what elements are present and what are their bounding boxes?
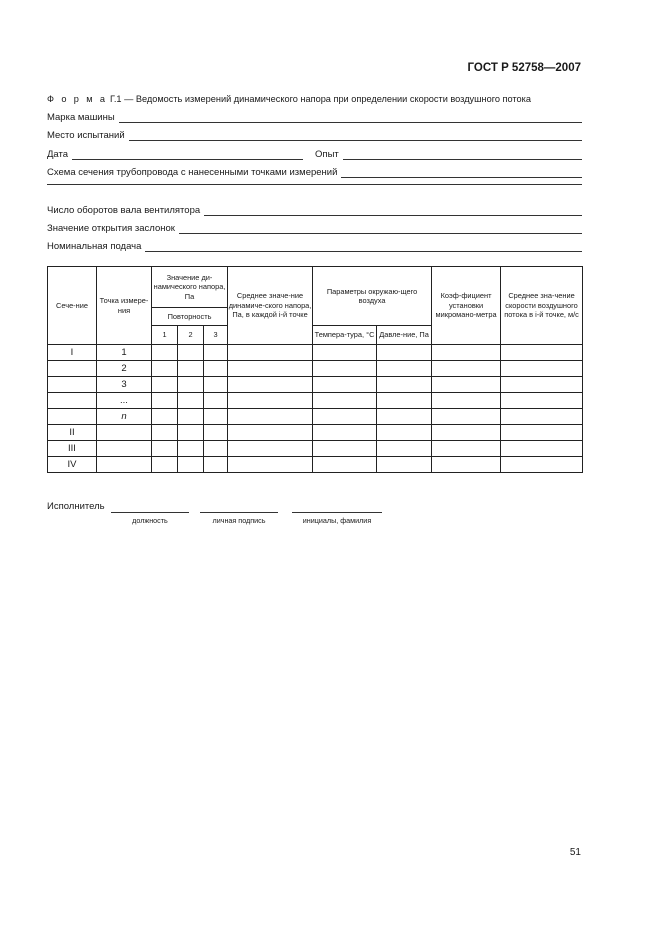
col-temperature-header: Темпера-тура, °С	[313, 326, 377, 345]
col-air-pressure-header: Давле-ние, Па	[377, 326, 432, 345]
pipe-scheme-line[interactable]	[341, 167, 582, 178]
row-section	[48, 361, 97, 377]
table-row	[48, 393, 583, 409]
test-place-line[interactable]	[129, 130, 582, 141]
date-line[interactable]	[72, 149, 303, 160]
row-point	[97, 457, 152, 473]
row-point	[97, 441, 152, 457]
page-number: 51	[569, 847, 581, 858]
position-line[interactable]	[111, 512, 189, 513]
col-rep-2-header: 2	[178, 326, 204, 345]
date-label: Дата	[47, 149, 69, 160]
row-section: IV	[48, 457, 97, 473]
nominal-feed-line[interactable]	[145, 241, 582, 252]
col-dynamic-pressure-header: Значение ди-намического напора, Па	[152, 267, 228, 308]
form-title-text: Г.1 — Ведомость измерений динамического напора при определении скорости воздушного потока	[107, 94, 531, 104]
row-point: 3	[97, 377, 152, 393]
signature-caption: личная подпись	[212, 516, 266, 525]
row-section	[48, 393, 97, 409]
measurement-table	[47, 266, 583, 473]
table-row	[48, 425, 583, 441]
table-row	[48, 345, 583, 361]
row-section: II	[48, 425, 97, 441]
table-row	[48, 361, 583, 377]
row-point: 2	[97, 361, 152, 377]
date-experiment-row	[47, 147, 582, 160]
test-place-label: Место испытаний	[47, 130, 125, 141]
table-row	[48, 409, 583, 425]
table-row	[48, 457, 583, 473]
row-point: n	[97, 409, 152, 425]
col-point-header: Точка измере-ния	[97, 267, 152, 345]
col-section-header: Сече-ние	[48, 267, 97, 345]
nominal-feed-field[interactable]	[47, 239, 582, 252]
row-section	[48, 409, 97, 425]
col-rep-1-header: 1	[152, 326, 178, 345]
signature-line[interactable]	[200, 512, 278, 513]
pipe-scheme-field[interactable]	[47, 165, 582, 178]
table-row	[48, 377, 583, 393]
col-ambient-header: Параметры окружаю-щего воздуха	[313, 267, 432, 326]
nominal-feed-label: Номинальная подача	[47, 241, 142, 252]
row-point: 1	[97, 345, 152, 361]
standard-number: ГОСТ Р 52758—2007	[467, 62, 581, 74]
experiment-label: Опыт	[315, 149, 339, 160]
name-caption: инициалы, фамилия	[302, 516, 372, 525]
executor-label: Исполнитель	[47, 501, 105, 512]
form-title	[47, 94, 531, 104]
row-section: I	[48, 345, 97, 361]
damper-opening-label: Значение открытия заслонок	[47, 223, 175, 234]
col-avg-velocity-header: Среднее зна-чение скорости воздушного потока в i-й точке, м/с	[501, 267, 583, 345]
test-place-field[interactable]	[47, 128, 582, 141]
machine-brand-line[interactable]	[119, 112, 582, 123]
col-repeatability-header: Повторность	[152, 308, 228, 326]
pipe-scheme-label: Схема сечения трубопровода с нанесенными точками измерений	[47, 167, 338, 178]
pipe-scheme-extra-line[interactable]	[47, 184, 582, 185]
col-avg-pressure-header: Среднее значе-ние динамиче-ского напора, Па, в каждой i-й точке	[228, 267, 313, 345]
damper-opening-field[interactable]	[47, 221, 582, 234]
machine-brand-label: Марка машины	[47, 112, 115, 123]
row-section: III	[48, 441, 97, 457]
form-title-prefix: Ф о р м а	[47, 94, 108, 104]
experiment-line[interactable]	[343, 149, 582, 160]
fan-speed-label: Число оборотов вала вентилятора	[47, 205, 201, 216]
machine-brand-field[interactable]	[47, 110, 582, 123]
row-section	[48, 377, 97, 393]
col-rep-3-header: 3	[204, 326, 228, 345]
row-point: ...	[97, 393, 152, 409]
fan-speed-line[interactable]	[204, 205, 582, 216]
position-caption: должность	[132, 516, 168, 525]
damper-opening-line[interactable]	[179, 223, 582, 234]
table-row	[48, 441, 583, 457]
row-point	[97, 425, 152, 441]
col-coefficient-header: Коэф-фициент установки микромано-метра	[432, 267, 501, 345]
name-line[interactable]	[292, 512, 382, 513]
fan-speed-field[interactable]	[47, 203, 582, 216]
